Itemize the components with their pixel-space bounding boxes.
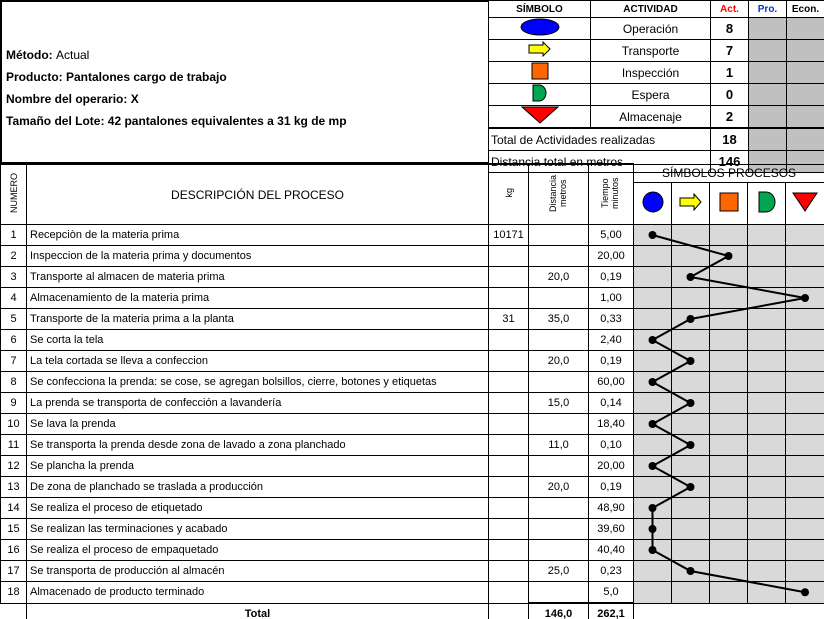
row-number: 18 bbox=[1, 582, 27, 604]
econ-cell bbox=[787, 128, 824, 151]
symbol-grid-cell bbox=[710, 393, 748, 414]
symbol-grid-cell bbox=[748, 414, 786, 435]
symbol-grid-cell bbox=[634, 519, 672, 540]
lot-size-line: Tamaño del Lote: 42 pantalones equivalentes a 31 kg de mp bbox=[6, 114, 347, 128]
symbol-grid-cell bbox=[634, 288, 672, 309]
symbol-grid-cell bbox=[748, 435, 786, 456]
symbol-grid-cell bbox=[786, 456, 824, 477]
row-description: Se plancha la prenda bbox=[27, 456, 489, 477]
row-time: 39,60 bbox=[589, 519, 634, 540]
symbol-grid-cell bbox=[672, 456, 710, 477]
symbol-grid-cell bbox=[634, 246, 672, 267]
method-label: Método: bbox=[6, 48, 53, 62]
row-distance: 11,0 bbox=[529, 435, 589, 456]
symbol-grid-cell bbox=[748, 372, 786, 393]
row-kg: 10171 bbox=[489, 225, 529, 246]
symbol-grid-cell bbox=[672, 246, 710, 267]
symbol-grid-cell bbox=[672, 498, 710, 519]
table-row bbox=[1, 246, 824, 267]
row-distance bbox=[529, 498, 589, 519]
header-kg: kg bbox=[489, 164, 529, 225]
row-distance bbox=[529, 372, 589, 393]
total-activities-row bbox=[489, 128, 824, 151]
total-time: 262,1 bbox=[589, 603, 634, 619]
symbol-grid-cell bbox=[748, 582, 786, 604]
row-distance bbox=[529, 225, 589, 246]
triangle-icon bbox=[786, 182, 824, 224]
summary-row bbox=[489, 106, 824, 129]
row-description: Transporte de la materia prima a la planta bbox=[27, 309, 489, 330]
symbol-grid-cell bbox=[786, 435, 824, 456]
row-kg bbox=[489, 288, 529, 309]
row-description: Recepciòn de la materia prima bbox=[27, 225, 489, 246]
symbol-grid-cell bbox=[672, 225, 710, 246]
row-kg bbox=[489, 540, 529, 561]
pro-cell bbox=[749, 18, 787, 40]
process-table bbox=[0, 163, 824, 619]
symbol-grid-cell bbox=[748, 561, 786, 582]
symbol-grid-cell bbox=[634, 582, 672, 604]
pro-cell bbox=[749, 84, 787, 106]
row-distance: 20,0 bbox=[529, 267, 589, 288]
econ-cell bbox=[787, 84, 824, 106]
symbol-grid-cell bbox=[710, 372, 748, 393]
symbol-grid-cell bbox=[710, 330, 748, 351]
row-kg bbox=[489, 561, 529, 582]
symbol-grid-cell bbox=[634, 267, 672, 288]
total-distance-value: 146 bbox=[711, 151, 749, 173]
symbol-grid-cell bbox=[634, 372, 672, 393]
symbol-grid-cell bbox=[748, 288, 786, 309]
arrow-icon bbox=[489, 40, 591, 62]
symbol-grid-cell bbox=[672, 393, 710, 414]
symbol-grid-cell bbox=[786, 561, 824, 582]
table-row bbox=[1, 372, 824, 393]
d-shape-icon bbox=[489, 84, 591, 106]
symbol-grid-cell bbox=[634, 498, 672, 519]
row-description: Transporte al almacen de materia prima bbox=[27, 267, 489, 288]
symbol-grid-cell bbox=[748, 393, 786, 414]
row-description: Almacenado de producto terminado bbox=[27, 582, 489, 604]
activity-count: 2 bbox=[711, 106, 749, 129]
summary-row bbox=[489, 40, 824, 62]
row-time: 0,19 bbox=[589, 351, 634, 372]
row-time: 0,19 bbox=[589, 477, 634, 498]
total-row bbox=[1, 603, 824, 619]
row-number: 17 bbox=[1, 561, 27, 582]
row-time: 2,40 bbox=[589, 330, 634, 351]
header-pro: Pro. bbox=[749, 1, 787, 18]
symbol-grid-cell bbox=[710, 288, 748, 309]
square-icon bbox=[710, 182, 748, 224]
header-act: Act. bbox=[711, 1, 749, 18]
row-time: 0,33 bbox=[589, 309, 634, 330]
header-tiempo: Tiempo minutos bbox=[589, 164, 634, 225]
row-distance bbox=[529, 582, 589, 604]
pro-cell bbox=[749, 106, 787, 129]
header-simbolo: SÍMBOLO bbox=[489, 1, 591, 18]
symbol-grid-cell bbox=[710, 351, 748, 372]
row-description: La tela cortada se lleva a confeccion bbox=[27, 351, 489, 372]
symbol-grid-cell bbox=[748, 225, 786, 246]
pro-cell bbox=[749, 40, 787, 62]
symbol-grid-cell bbox=[672, 330, 710, 351]
table-row bbox=[1, 393, 824, 414]
row-description: Almacenamiento de la materia prima bbox=[27, 288, 489, 309]
row-number: 15 bbox=[1, 519, 27, 540]
total-kg-empty bbox=[489, 603, 529, 619]
total-distance-label: Distancia total en metros bbox=[489, 151, 711, 173]
activity-label: Transporte bbox=[591, 40, 711, 62]
row-number: 9 bbox=[1, 393, 27, 414]
symbol-grid-cell bbox=[748, 477, 786, 498]
table-row bbox=[1, 519, 824, 540]
table-row bbox=[1, 498, 824, 519]
symbol-grid-cell bbox=[748, 456, 786, 477]
row-time: 0,19 bbox=[589, 267, 634, 288]
row-time: 48,90 bbox=[589, 498, 634, 519]
symbol-grid-cell bbox=[634, 477, 672, 498]
row-time: 1,00 bbox=[589, 288, 634, 309]
econ-cell bbox=[787, 40, 824, 62]
symbol-grid-cell bbox=[710, 498, 748, 519]
activity-count: 7 bbox=[711, 40, 749, 62]
row-distance: 15,0 bbox=[529, 393, 589, 414]
symbol-grid-cell bbox=[710, 246, 748, 267]
symbol-grid-cell bbox=[710, 582, 748, 604]
activity-count: 0 bbox=[711, 84, 749, 106]
row-time: 5,00 bbox=[589, 225, 634, 246]
row-distance bbox=[529, 330, 589, 351]
symbol-grid-cell bbox=[634, 414, 672, 435]
row-kg bbox=[489, 456, 529, 477]
table-row bbox=[1, 456, 824, 477]
row-kg bbox=[489, 414, 529, 435]
row-kg bbox=[489, 267, 529, 288]
symbol-grid-cell bbox=[634, 456, 672, 477]
symbol-grid-cell bbox=[710, 435, 748, 456]
row-distance bbox=[529, 540, 589, 561]
symbol-grid-cell bbox=[710, 540, 748, 561]
circle-icon bbox=[634, 182, 672, 224]
row-number: 14 bbox=[1, 498, 27, 519]
row-time: 60,00 bbox=[589, 372, 634, 393]
symbol-grid-cell bbox=[672, 540, 710, 561]
table-row bbox=[1, 267, 824, 288]
row-distance: 20,0 bbox=[529, 477, 589, 498]
summary-table bbox=[488, 0, 824, 173]
symbol-grid-cell bbox=[748, 309, 786, 330]
activity-label: Almacenaje bbox=[591, 106, 711, 129]
row-kg bbox=[489, 351, 529, 372]
row-kg bbox=[489, 477, 529, 498]
total-empty bbox=[1, 603, 27, 619]
symbol-grid-cell bbox=[786, 246, 824, 267]
circle-icon bbox=[489, 18, 591, 40]
row-description: Se realizan las terminaciones y acabado bbox=[27, 519, 489, 540]
symbol-grid-cell bbox=[672, 414, 710, 435]
header-simbolos: SÍMBOLOS PROCESOS bbox=[634, 164, 824, 182]
symbol-grid-cell bbox=[634, 561, 672, 582]
row-number: 6 bbox=[1, 330, 27, 351]
row-kg bbox=[489, 519, 529, 540]
total-activities-label: Total de Actividades realizadas bbox=[489, 128, 711, 151]
table-row bbox=[1, 288, 824, 309]
econ-cell bbox=[787, 18, 824, 40]
total-activities-value: 18 bbox=[711, 128, 749, 151]
pro-cell bbox=[749, 62, 787, 84]
total-distance: 146,0 bbox=[529, 603, 589, 619]
header-numero: NUMERO bbox=[1, 164, 27, 225]
symbol-grid-cell bbox=[672, 561, 710, 582]
activity-count: 8 bbox=[711, 18, 749, 40]
arrow-icon bbox=[672, 182, 710, 224]
row-kg bbox=[489, 393, 529, 414]
row-distance bbox=[529, 414, 589, 435]
row-number: 13 bbox=[1, 477, 27, 498]
symbol-grid-cell bbox=[748, 267, 786, 288]
symbol-grid-cell bbox=[748, 246, 786, 267]
row-kg bbox=[489, 246, 529, 267]
symbol-grid-cell bbox=[634, 393, 672, 414]
activity-label: Operación bbox=[591, 18, 711, 40]
info-box bbox=[0, 0, 488, 164]
symbol-grid-cell bbox=[786, 540, 824, 561]
symbol-grid-cell bbox=[786, 498, 824, 519]
total-label: Total bbox=[27, 603, 489, 619]
symbol-grid-cell bbox=[672, 288, 710, 309]
symbol-grid-cell bbox=[672, 267, 710, 288]
symbol-grid-cell bbox=[672, 351, 710, 372]
row-distance bbox=[529, 519, 589, 540]
row-number: 5 bbox=[1, 309, 27, 330]
summary-row bbox=[489, 18, 824, 40]
activity-label: Espera bbox=[591, 84, 711, 106]
table-row bbox=[1, 477, 824, 498]
table-row bbox=[1, 561, 824, 582]
table-row bbox=[1, 330, 824, 351]
table-row bbox=[1, 435, 824, 456]
symbol-grid-cell bbox=[634, 351, 672, 372]
row-description: Se transporta la prenda desde zona de lavado a zona planchado bbox=[27, 435, 489, 456]
row-kg bbox=[489, 435, 529, 456]
header-distancia: Distancia metros bbox=[529, 164, 589, 225]
symbol-grid-cell bbox=[710, 519, 748, 540]
process-header bbox=[1, 164, 824, 182]
row-distance bbox=[529, 288, 589, 309]
row-kg bbox=[489, 498, 529, 519]
symbol-grid-cell bbox=[672, 477, 710, 498]
symbol-grid-cell bbox=[786, 309, 824, 330]
symbol-grid-cell bbox=[672, 519, 710, 540]
symbol-grid-cell bbox=[634, 225, 672, 246]
symbol-grid-cell bbox=[672, 582, 710, 604]
symbol-grid-cell bbox=[786, 414, 824, 435]
d-shape-icon bbox=[748, 182, 786, 224]
symbol-grid-cell bbox=[672, 435, 710, 456]
header-actividad: ACTIVIDAD bbox=[591, 1, 711, 18]
table-row bbox=[1, 225, 824, 246]
symbol-grid-cell bbox=[634, 540, 672, 561]
symbol-grid-cell bbox=[710, 477, 748, 498]
summary-row bbox=[489, 84, 824, 106]
method-value: Actual bbox=[56, 48, 90, 62]
table-row bbox=[1, 582, 824, 604]
symbol-grid-cell bbox=[634, 309, 672, 330]
symbol-grid-cell bbox=[786, 351, 824, 372]
symbol-grid-cell bbox=[786, 477, 824, 498]
row-description: Se realiza el proceso de etiquetado bbox=[27, 498, 489, 519]
symbol-grid-cell bbox=[710, 267, 748, 288]
summary-header bbox=[489, 1, 824, 18]
symbol-grid-cell bbox=[634, 330, 672, 351]
econ-cell bbox=[787, 106, 824, 129]
row-distance bbox=[529, 456, 589, 477]
table-row bbox=[1, 540, 824, 561]
symbol-grid-cell bbox=[710, 225, 748, 246]
row-distance: 20,0 bbox=[529, 351, 589, 372]
row-number: 10 bbox=[1, 414, 27, 435]
symbol-grid-cell bbox=[748, 540, 786, 561]
summary-row bbox=[489, 62, 824, 84]
total-symbol-empty bbox=[634, 603, 824, 619]
row-kg: 31 bbox=[489, 309, 529, 330]
square-icon bbox=[489, 62, 591, 84]
symbol-grid-cell bbox=[634, 435, 672, 456]
row-description: Se transporta de producción al almacén bbox=[27, 561, 489, 582]
row-description: Inspeccion de la materia prima y documentos bbox=[27, 246, 489, 267]
row-number: 11 bbox=[1, 435, 27, 456]
row-kg bbox=[489, 330, 529, 351]
table-row bbox=[1, 309, 824, 330]
symbol-grid-cell bbox=[748, 519, 786, 540]
symbol-grid-cell bbox=[786, 582, 824, 604]
row-description: Se confecciona la prenda: se cose, se agregan bolsillos, cierre, botones y etiquetas bbox=[27, 372, 489, 393]
method-line bbox=[6, 48, 89, 62]
row-kg bbox=[489, 372, 529, 393]
product-line: Producto: Pantalones cargo de trabajo bbox=[6, 70, 227, 84]
row-description: Se lava la prenda bbox=[27, 414, 489, 435]
activity-count: 1 bbox=[711, 62, 749, 84]
symbol-grid-cell bbox=[672, 372, 710, 393]
row-number: 4 bbox=[1, 288, 27, 309]
header-econ: Econ. bbox=[787, 1, 824, 18]
row-number: 1 bbox=[1, 225, 27, 246]
pro-cell bbox=[749, 128, 787, 151]
econ-cell bbox=[787, 62, 824, 84]
row-time: 0,23 bbox=[589, 561, 634, 582]
row-number: 3 bbox=[1, 267, 27, 288]
row-description: La prenda se transporta de confección a lavandería bbox=[27, 393, 489, 414]
row-description: De zona de planchado se traslada a producción bbox=[27, 477, 489, 498]
operator-line: Nombre del operario: X bbox=[6, 92, 139, 106]
row-description: Se corta la tela bbox=[27, 330, 489, 351]
header-descripcion: DESCRIPCIÓN DEL PROCESO bbox=[27, 164, 489, 225]
row-distance bbox=[529, 246, 589, 267]
symbol-grid-cell bbox=[710, 414, 748, 435]
symbol-grid-cell bbox=[710, 309, 748, 330]
row-time: 20,00 bbox=[589, 246, 634, 267]
row-time: 5,0 bbox=[589, 582, 634, 604]
row-number: 7 bbox=[1, 351, 27, 372]
row-number: 16 bbox=[1, 540, 27, 561]
symbol-grid-cell bbox=[786, 225, 824, 246]
row-kg bbox=[489, 582, 529, 604]
row-number: 2 bbox=[1, 246, 27, 267]
symbol-grid-cell bbox=[710, 456, 748, 477]
row-time: 18,40 bbox=[589, 414, 634, 435]
row-number: 12 bbox=[1, 456, 27, 477]
row-time: 0,10 bbox=[589, 435, 634, 456]
symbol-grid-cell bbox=[710, 561, 748, 582]
symbol-grid-cell bbox=[748, 330, 786, 351]
process-rows bbox=[1, 225, 824, 604]
row-distance: 25,0 bbox=[529, 561, 589, 582]
symbol-grid-cell bbox=[786, 393, 824, 414]
table-row bbox=[1, 351, 824, 372]
triangle-icon bbox=[489, 106, 591, 129]
row-distance: 35,0 bbox=[529, 309, 589, 330]
row-description: Se realiza el proceso de empaquetado bbox=[27, 540, 489, 561]
table-row bbox=[1, 414, 824, 435]
symbol-grid-cell bbox=[786, 372, 824, 393]
symbol-grid-cell bbox=[786, 519, 824, 540]
symbol-grid-cell bbox=[672, 309, 710, 330]
activity-label: Inspección bbox=[591, 62, 711, 84]
row-number: 8 bbox=[1, 372, 27, 393]
symbol-grid-cell bbox=[748, 498, 786, 519]
row-time: 40,40 bbox=[589, 540, 634, 561]
symbol-grid-cell bbox=[786, 267, 824, 288]
symbol-grid-cell bbox=[786, 288, 824, 309]
row-time: 0,14 bbox=[589, 393, 634, 414]
row-time: 20,00 bbox=[589, 456, 634, 477]
symbol-grid-cell bbox=[748, 351, 786, 372]
symbol-grid-cell bbox=[786, 330, 824, 351]
